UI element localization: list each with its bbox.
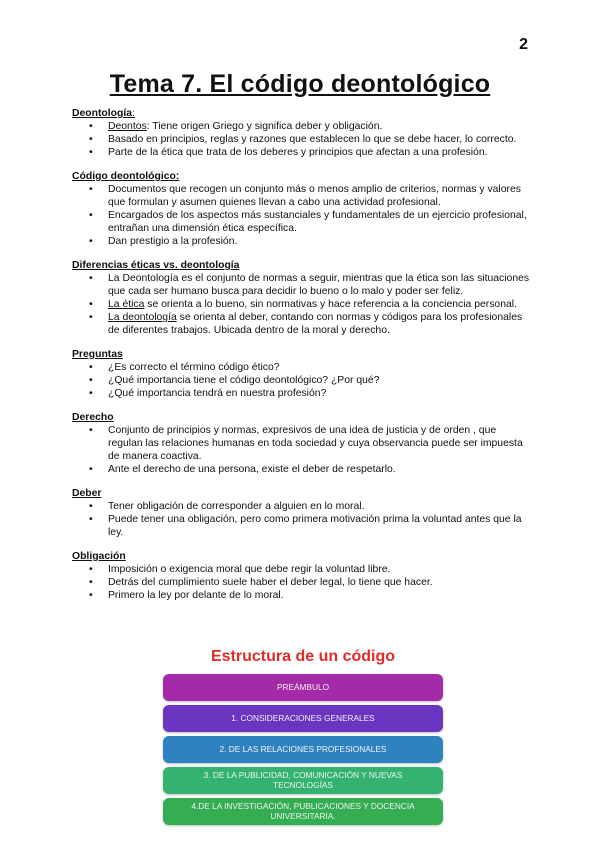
section-heading: Deontología: xyxy=(72,108,135,119)
term: La ética xyxy=(108,299,145,310)
list-item: • Detrás del cumplimiento suele haber el deber legal, lo tiene que hacer. xyxy=(108,576,530,589)
structure-bar-relations: 2. DE LAS RELACIONES PROFESIONALES xyxy=(163,736,443,763)
list-item: • Documentos que recogen un conjunto más o menos amplio de criterios, normas y valores que formulan y asumen quienes llevan a cabo una actividad profesional. xyxy=(108,183,530,209)
list-item: • Dan prestigio a la profesión. xyxy=(108,235,530,248)
bullet-list xyxy=(72,563,530,602)
section-heading: Diferencias éticas vs. deontología xyxy=(72,260,240,271)
section-heading: Derecho xyxy=(72,412,114,423)
bullet-list xyxy=(72,272,530,337)
section-deontologia xyxy=(72,107,530,159)
structure-bar-publicity: 3. DE LA PUBLICIDAD, COMUNICACIÓN Y NUEVAS TECNOLOGÍAS xyxy=(163,767,443,794)
document-body xyxy=(72,107,530,602)
list-item: • ¿Es correcto el término código ético? xyxy=(108,361,530,374)
section-deber xyxy=(72,487,530,539)
list-item: • La deontología se orienta al deber, contando con normas y códigos para los profesionales de diferentes trabajos. Ubicada dentro de la moral y derecho. xyxy=(108,311,530,337)
bullet-list xyxy=(72,424,530,476)
term: La deontología xyxy=(108,312,177,323)
list-item: • Encargados de los aspectos más sustanciales y fundamentales de un ejercicio profesional, entrañan una dimensión ética específica. xyxy=(108,209,530,235)
list-item: • Tener obligación de corresponder a alguien en lo moral. xyxy=(108,500,530,513)
page-number: 2 xyxy=(519,36,528,53)
structure-bar-preamble: PREÁMBULO xyxy=(163,674,443,701)
structure-bar-research: 4.DE LA INVESTIGACIÓN, PUBLICACIONES Y DOCENCIA UNIVERSITARIA. xyxy=(163,798,443,825)
list-item: • Conjunto de principios y normas, expresivos de una idea de justicia y de orden , que regulan las relaciones humanas en toda sociedad y cuya observancia puede ser impuesta de manera coactiva. xyxy=(108,424,530,463)
code-structure-diagram xyxy=(163,648,443,829)
heading-colon: : xyxy=(132,108,135,119)
list-item: • Basado en principios, reglas y razones que establecen lo que se debe hacer, lo correcto. xyxy=(108,133,530,146)
structure-title: Estructura de un código xyxy=(210,648,395,665)
structure-bar-general: 1. CONSIDERACIONES GENERALES xyxy=(163,705,443,732)
list-item: • La ética se orienta a lo bueno, sin normativas y hace referencia a la conciencia personal. xyxy=(108,298,530,311)
section-derecho xyxy=(72,411,530,476)
list-item: • Imposición o exigencia moral que debe regir la voluntad libre. xyxy=(108,563,530,576)
section-heading: Preguntas xyxy=(72,349,123,360)
list-item: • Deontos: Tiene origen Griego y significa deber y obligación. xyxy=(108,120,530,133)
section-preguntas xyxy=(72,348,530,400)
list-item: • Primero la ley por delante de lo moral. xyxy=(108,589,530,602)
section-obligacion xyxy=(72,550,530,602)
list-item: • Ante el derecho de una persona, existe el deber de respetarlo. xyxy=(108,463,530,476)
bullet-list xyxy=(72,120,530,159)
section-heading: Código deontológico: xyxy=(72,171,180,182)
list-item: • ¿Qué importancia tendrá en nuestra profesión? xyxy=(108,387,530,400)
list-item: • Parte de la ética que trata de los deberes y principios que afectan a una profesión. xyxy=(108,146,530,159)
bullet-list xyxy=(72,500,530,539)
list-item: • Puede tener una obligación, pero como primera motivación prima la voluntad antes que la ley. xyxy=(108,513,530,539)
bullet-list xyxy=(72,183,530,248)
section-codigo xyxy=(72,170,530,248)
page-title: Tema 7. El código deontológico xyxy=(109,70,491,98)
section-heading: Obligación xyxy=(72,551,126,562)
term: Deontos xyxy=(108,121,147,132)
bullet-list xyxy=(72,361,530,400)
list-item: • La Deontología es el conjunto de normas a seguir, mientras que la ética son las situaciones que cada ser humano busca para decidir lo bueno o lo malo y poder ser feliz. xyxy=(108,272,530,298)
section-diferencias xyxy=(72,259,530,337)
section-heading: Deber xyxy=(72,488,102,499)
list-item: • ¿Qué importancia tiene el código deontológico? ¿Por qué? xyxy=(108,374,530,387)
